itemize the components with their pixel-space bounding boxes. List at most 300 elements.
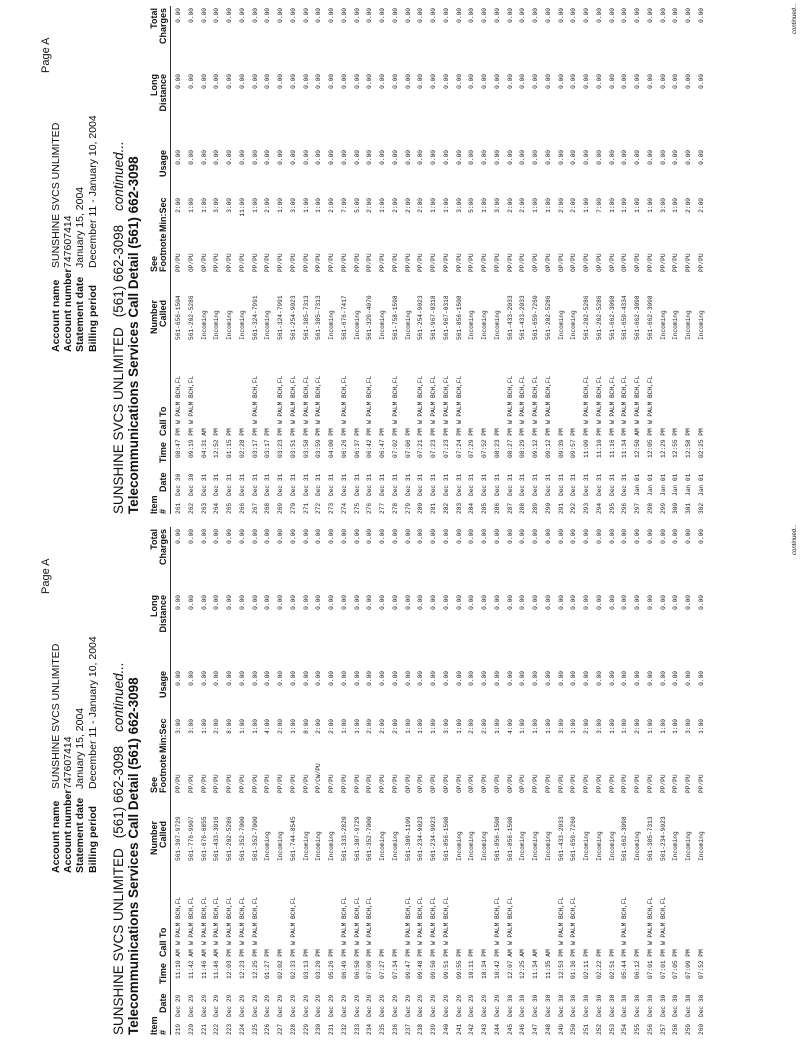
number-called: 561-776-9907 bbox=[187, 816, 195, 861]
total-charges: 0.00 bbox=[595, 8, 603, 23]
number-called: 561-662-3098 bbox=[608, 295, 616, 340]
item-number: 289 bbox=[532, 502, 539, 514]
number-called: Incoming bbox=[685, 310, 692, 340]
call-date: Jan 01 bbox=[672, 473, 680, 496]
total-charges: 0.00 bbox=[251, 529, 259, 544]
long-distance: 0.00 bbox=[430, 595, 437, 610]
total-charges: 0.00 bbox=[213, 529, 221, 544]
long-distance: 0.00 bbox=[366, 595, 374, 610]
long-distance: 0.00 bbox=[353, 74, 361, 89]
item-number: 249 bbox=[557, 1023, 565, 1035]
call-to: W PALM BCH,FL bbox=[583, 375, 590, 424]
table-row bbox=[403, 527, 416, 1035]
usage: 0.00 bbox=[544, 671, 552, 686]
call-table-left bbox=[173, 527, 709, 1035]
footnote: OP/PU bbox=[200, 253, 208, 272]
account-name: SUNSHINE SVCS UNLIMITED bbox=[50, 643, 62, 789]
footnote: PP/PU bbox=[557, 774, 565, 793]
account-number: 747607414 bbox=[62, 736, 75, 789]
total-charges: 0.00 bbox=[238, 529, 246, 544]
item-number: 285 bbox=[481, 502, 488, 514]
footnote: PP/PU bbox=[391, 774, 399, 793]
item-number: 273 bbox=[328, 502, 335, 514]
footnote: PP/PU bbox=[621, 774, 629, 793]
total-charges: 0.00 bbox=[417, 8, 425, 23]
min-sec: 1:00 bbox=[417, 719, 425, 734]
footnote: PP/PU bbox=[391, 253, 399, 272]
usage: 0.00 bbox=[328, 150, 335, 165]
footnote: PP/PU bbox=[659, 253, 667, 272]
total-charges: 0.00 bbox=[264, 8, 272, 23]
total-charges: 0.00 bbox=[621, 529, 629, 544]
usage: 0.00 bbox=[175, 671, 182, 686]
min-sec: 1:00 bbox=[646, 198, 654, 213]
call-to: W PALM BCH,FL bbox=[340, 896, 348, 945]
usage: 0.00 bbox=[315, 150, 323, 165]
table-row bbox=[696, 527, 709, 1035]
long-distance: 0.00 bbox=[379, 595, 386, 610]
total-charges: 0.00 bbox=[672, 8, 680, 23]
footnote: PP/PU bbox=[646, 774, 654, 793]
footnote: PP/PU bbox=[519, 253, 527, 272]
table-row bbox=[505, 6, 518, 514]
total-charges: 0.00 bbox=[634, 529, 641, 544]
total-charges: 0.00 bbox=[238, 8, 246, 23]
call-date: Dec 29 bbox=[379, 994, 386, 1017]
table-row bbox=[352, 527, 365, 1035]
item-number: 286 bbox=[493, 502, 501, 514]
min-sec: 1:00 bbox=[430, 719, 437, 734]
footnote: PP/PU bbox=[277, 253, 284, 272]
item-number: 288 bbox=[519, 502, 527, 514]
usage: 0.00 bbox=[570, 671, 578, 686]
usage: 0.00 bbox=[557, 671, 565, 686]
number-called: Incoming bbox=[685, 831, 692, 861]
item-number: 297 bbox=[634, 502, 641, 514]
call-to: W PALM BCH,FL bbox=[200, 896, 208, 945]
item-number: 226 bbox=[264, 1023, 272, 1035]
footnote: OP/PU bbox=[455, 774, 463, 793]
table-row bbox=[658, 527, 671, 1035]
total-charges: 0.00 bbox=[455, 8, 463, 23]
footnote: OP/PU bbox=[442, 774, 450, 793]
col-number-called: Number Called bbox=[149, 821, 168, 856]
usage: 0.00 bbox=[289, 671, 297, 686]
call-to: W PALM BCH,FL bbox=[366, 375, 374, 424]
call-time: 08:27 PM bbox=[506, 428, 514, 458]
total-charges: 0.00 bbox=[544, 529, 552, 544]
call-date: Jan 01 bbox=[685, 473, 692, 496]
min-sec: 4:00 bbox=[264, 719, 272, 734]
item-number: 234 bbox=[366, 1023, 374, 1035]
table-row bbox=[237, 6, 250, 514]
item-number: 225 bbox=[251, 1023, 259, 1035]
footnote: PP/PU bbox=[570, 774, 578, 793]
footnote: PP/PU bbox=[379, 774, 386, 793]
usage: 0.00 bbox=[455, 150, 463, 165]
call-to: W PALM BCH,FL bbox=[213, 896, 221, 945]
usage: 0.00 bbox=[608, 150, 616, 165]
call-to: W PALM BCH,FL bbox=[340, 375, 348, 424]
item-number: 276 bbox=[366, 502, 374, 514]
continued-label: continued... bbox=[111, 141, 126, 211]
long-distance: 0.00 bbox=[187, 74, 195, 89]
call-to: W PALM BCH,FL bbox=[570, 896, 578, 945]
call-time: 06:50 PM bbox=[353, 949, 361, 979]
min-sec: 1:00 bbox=[404, 719, 412, 734]
total-charges: 0.00 bbox=[455, 529, 463, 544]
total-charges: 0.00 bbox=[264, 529, 272, 544]
statement-page-right bbox=[0, 1, 809, 522]
call-date: Dec 31 bbox=[468, 473, 476, 496]
usage: 0.00 bbox=[468, 671, 476, 686]
call-to: W PALM BCH,FL bbox=[455, 375, 463, 424]
table-row bbox=[568, 6, 581, 514]
table-row bbox=[632, 527, 645, 1035]
number-called: Incoming bbox=[264, 831, 272, 861]
usage: 0.00 bbox=[608, 671, 616, 686]
long-distance: 0.00 bbox=[315, 74, 323, 89]
footnote: PP/PU bbox=[302, 774, 310, 793]
long-distance: 0.00 bbox=[340, 595, 348, 610]
section-title: Telecommunications Services Call Detail (561) 662-3098 bbox=[126, 677, 141, 1035]
table-row bbox=[492, 6, 505, 514]
number-called: 561-856-1508 bbox=[493, 816, 501, 861]
call-to: W PALM BCH,FL bbox=[277, 375, 284, 424]
total-charges: 0.00 bbox=[570, 529, 578, 544]
item-number: 271 bbox=[302, 502, 310, 514]
min-sec: 2:00 bbox=[468, 719, 476, 734]
long-distance: 0.00 bbox=[175, 595, 182, 610]
usage: 0.00 bbox=[404, 671, 412, 686]
long-distance: 0.00 bbox=[672, 595, 680, 610]
total-charges: 0.00 bbox=[583, 529, 590, 544]
usage: 0.00 bbox=[659, 671, 667, 686]
call-date: Dec 29 bbox=[289, 994, 297, 1017]
long-distance: 0.00 bbox=[213, 74, 221, 89]
total-charges: 0.00 bbox=[697, 8, 705, 23]
long-distance: 0.00 bbox=[264, 74, 272, 89]
call-time: 03:59 PM bbox=[315, 428, 323, 458]
long-distance: 0.00 bbox=[519, 595, 527, 610]
call-date: Dec 30 bbox=[175, 473, 182, 496]
total-charges: 0.00 bbox=[697, 529, 705, 544]
usage: 0.00 bbox=[251, 150, 259, 165]
total-charges: 0.00 bbox=[659, 529, 667, 544]
call-time: 09:19 PM bbox=[187, 428, 195, 458]
long-distance: 0.00 bbox=[187, 595, 195, 610]
call-time: 12:03 PM bbox=[226, 949, 233, 979]
call-time: 09:57 PM bbox=[570, 428, 578, 458]
footnote: PP/PU bbox=[226, 253, 233, 272]
call-to: W PALM BCH,FL bbox=[595, 375, 603, 424]
call-date: Dec 31 bbox=[277, 473, 284, 496]
usage: 0.00 bbox=[213, 671, 221, 686]
call-time: 03:17 PM bbox=[264, 428, 272, 458]
long-distance: 0.00 bbox=[340, 74, 348, 89]
usage: 0.00 bbox=[544, 150, 552, 165]
statement-page-left bbox=[0, 522, 809, 1043]
usage: 0.00 bbox=[672, 150, 680, 165]
footnote: OP/PU bbox=[187, 253, 195, 272]
number-called: 561-352-7000 bbox=[366, 816, 374, 861]
call-to: W PALM BCH,FL bbox=[175, 896, 182, 945]
min-sec: 1:00 bbox=[238, 719, 246, 734]
long-distance: 0.00 bbox=[226, 74, 233, 89]
long-distance: 0.00 bbox=[506, 595, 514, 610]
call-date: Dec 31 bbox=[481, 473, 488, 496]
call-date: Dec 29 bbox=[238, 994, 246, 1017]
usage: 0.00 bbox=[315, 671, 323, 686]
table-row bbox=[670, 527, 683, 1035]
usage: 0.00 bbox=[430, 671, 437, 686]
item-number: 252 bbox=[595, 1023, 603, 1035]
call-time: 11:09 PM bbox=[583, 428, 590, 458]
call-date: Dec 31 bbox=[226, 473, 233, 496]
min-sec: 1:00 bbox=[697, 719, 705, 734]
total-charges: 0.00 bbox=[481, 529, 488, 544]
call-time: 02:22 PM bbox=[595, 949, 603, 979]
total-charges: 0.00 bbox=[595, 529, 603, 544]
call-to: W PALM BCH,FL bbox=[646, 896, 654, 945]
table-row bbox=[619, 6, 632, 514]
long-distance: 0.00 bbox=[404, 74, 412, 89]
item-number: 272 bbox=[315, 502, 323, 514]
call-to: W PALM BCH,FL bbox=[315, 375, 323, 424]
call-to: W PALM BCH,FL bbox=[621, 375, 629, 424]
footnote: PP/PU bbox=[328, 253, 335, 272]
total-charges: 0.00 bbox=[213, 8, 221, 23]
call-time: 06:26 PM bbox=[340, 428, 348, 458]
call-time: 06:47 PM bbox=[379, 428, 386, 458]
long-distance: 0.00 bbox=[672, 74, 680, 89]
number-called: Incoming bbox=[608, 831, 616, 861]
call-date: Dec 31 bbox=[366, 473, 374, 496]
number-called: Incoming bbox=[277, 831, 284, 861]
total-charges: 0.00 bbox=[175, 8, 182, 23]
call-to: W PALM BCH,FL bbox=[404, 896, 412, 945]
number-called: 561-659-7260 bbox=[532, 295, 539, 340]
call-time: 12:23 PM bbox=[238, 949, 246, 979]
item-number: 257 bbox=[659, 1023, 667, 1035]
usage: 0.00 bbox=[672, 671, 680, 686]
footnote: PP/PU bbox=[251, 774, 259, 793]
call-time: 02:25 PM bbox=[697, 428, 705, 458]
call-date: Dec 29 bbox=[493, 994, 501, 1017]
call-to: W PALM BCH,FL bbox=[238, 896, 246, 945]
total-charges: 0.00 bbox=[685, 8, 692, 23]
number-called: 561-202-5286 bbox=[595, 295, 603, 340]
table-row bbox=[390, 527, 403, 1035]
number-called: Incoming bbox=[697, 310, 705, 340]
item-number: 275 bbox=[353, 502, 361, 514]
item-number: 295 bbox=[608, 502, 616, 514]
billing-period-label: Billing period bbox=[86, 284, 99, 352]
min-sec: 1:00 bbox=[608, 719, 616, 734]
call-time: 03:17 PM bbox=[251, 428, 259, 458]
min-sec: 1:00 bbox=[455, 719, 463, 734]
table-row bbox=[581, 527, 594, 1035]
call-to: W PALM BCH,FL bbox=[417, 896, 425, 945]
call-time: 07:52 PM bbox=[481, 428, 488, 458]
footnote: OP/PU bbox=[417, 774, 425, 793]
usage: 0.00 bbox=[697, 150, 705, 165]
min-sec: 2:00 bbox=[366, 198, 374, 213]
table-row bbox=[262, 527, 275, 1035]
account-name: SUNSHINE SVCS UNLIMITED bbox=[50, 122, 62, 268]
item-number: 254 bbox=[621, 1023, 629, 1035]
long-distance: 0.00 bbox=[213, 595, 221, 610]
table-row bbox=[237, 527, 250, 1035]
call-time: 07:23 PM bbox=[442, 428, 450, 458]
total-charges: 0.00 bbox=[442, 8, 450, 23]
call-time: 02:02 PM bbox=[277, 949, 284, 979]
table-row bbox=[288, 527, 301, 1035]
number-called: 561-202-5286 bbox=[583, 295, 590, 340]
total-charges: 0.00 bbox=[519, 8, 527, 23]
footnote: PP/PU bbox=[238, 253, 246, 272]
usage: 0.00 bbox=[519, 150, 527, 165]
item-number: 302 bbox=[697, 502, 705, 514]
table-row bbox=[594, 6, 607, 514]
call-to: W PALM BCH,FL bbox=[659, 896, 667, 945]
col-long-distance: Long Distance bbox=[149, 595, 168, 633]
call-to: W PALM BCH,FL bbox=[187, 375, 195, 424]
item-number: 267 bbox=[251, 502, 259, 514]
company-line bbox=[111, 141, 126, 514]
min-sec: 1:00 bbox=[570, 719, 578, 734]
table-row bbox=[543, 6, 556, 514]
col-footnote: See Footnote bbox=[149, 754, 168, 793]
call-time: 09:55 PM bbox=[455, 949, 463, 979]
min-sec: 3:00 bbox=[289, 198, 297, 213]
statement-date: January 15, 2004 bbox=[74, 186, 87, 268]
min-sec: 1:00 bbox=[251, 198, 259, 213]
item-number: 296 bbox=[621, 502, 629, 514]
long-distance: 0.00 bbox=[417, 74, 425, 89]
long-distance: 0.00 bbox=[264, 595, 272, 610]
footnote: OP/PU bbox=[595, 253, 603, 272]
long-distance: 0.00 bbox=[583, 74, 590, 89]
usage: 0.00 bbox=[481, 150, 488, 165]
total-charges: 0.00 bbox=[302, 8, 310, 23]
footer-continued: continued... bbox=[792, 2, 798, 34]
total-charges: 0.00 bbox=[506, 529, 514, 544]
item-number: 260 bbox=[697, 1023, 705, 1035]
long-distance: 0.00 bbox=[519, 74, 527, 89]
call-date: Dec 31 bbox=[430, 473, 437, 496]
usage: 0.00 bbox=[646, 671, 654, 686]
table-row bbox=[607, 527, 620, 1035]
total-charges: 0.00 bbox=[570, 8, 578, 23]
usage: 0.00 bbox=[302, 150, 310, 165]
number-called: Incoming bbox=[634, 831, 641, 861]
call-time: 07:09 PM bbox=[366, 949, 374, 979]
usage: 0.00 bbox=[226, 150, 233, 165]
number-called: 561-309-1109 bbox=[404, 816, 412, 861]
number-called: Incoming bbox=[544, 831, 552, 861]
min-sec: 1:00 bbox=[302, 198, 310, 213]
min-sec: 2:00 bbox=[697, 198, 705, 213]
usage: 0.00 bbox=[379, 671, 386, 686]
call-to: W PALM BCH,FL bbox=[289, 375, 297, 424]
call-date: Dec 31 bbox=[417, 473, 425, 496]
call-date: Dec 29 bbox=[455, 994, 463, 1017]
item-number: 293 bbox=[583, 502, 590, 514]
call-date: Dec 30 bbox=[583, 994, 590, 1017]
call-to: W PALM BCH,FL bbox=[289, 896, 297, 945]
number-called: Incoming bbox=[226, 310, 233, 340]
call-date: Dec 31 bbox=[493, 473, 501, 496]
usage: 0.00 bbox=[302, 671, 310, 686]
call-to: W PALM BCH,FL bbox=[493, 896, 501, 945]
call-date: Dec 30 bbox=[608, 994, 616, 1017]
long-distance: 0.00 bbox=[493, 74, 501, 89]
min-sec: 2:00 bbox=[175, 198, 182, 213]
call-time: 01:15 PM bbox=[226, 428, 233, 458]
call-time: 11:10 PM bbox=[595, 428, 603, 458]
min-sec: 1:00 bbox=[659, 719, 667, 734]
table-row bbox=[543, 527, 556, 1035]
min-sec: 1:00 bbox=[493, 719, 501, 734]
table-row bbox=[696, 6, 709, 514]
min-sec: 3:00 bbox=[557, 719, 565, 734]
number-called: Incoming bbox=[328, 831, 335, 861]
footnote: OP/PU bbox=[544, 253, 552, 272]
call-date: Dec 31 bbox=[238, 473, 246, 496]
min-sec: 1:00 bbox=[187, 198, 195, 213]
usage: 0.00 bbox=[532, 150, 539, 165]
long-distance: 0.00 bbox=[302, 74, 310, 89]
section-title: Telecommunications Services Call Detail (561) 662-3098 bbox=[126, 156, 141, 514]
long-distance: 0.00 bbox=[442, 74, 450, 89]
call-date: Dec 31 bbox=[583, 473, 590, 496]
usage: 0.00 bbox=[519, 671, 527, 686]
item-number: 221 bbox=[200, 1023, 208, 1035]
number-called: 561-234-9023 bbox=[659, 816, 667, 861]
table-row bbox=[454, 527, 467, 1035]
usage: 0.00 bbox=[289, 150, 297, 165]
number-called: 561-433-2033 bbox=[557, 816, 565, 861]
usage: 0.00 bbox=[391, 150, 399, 165]
usage: 0.00 bbox=[417, 671, 425, 686]
table-row bbox=[199, 6, 212, 514]
item-number: 239 bbox=[430, 1023, 437, 1035]
number-called: 561-254-9023 bbox=[417, 295, 425, 340]
total-charges: 0.00 bbox=[289, 8, 297, 23]
usage: 0.00 bbox=[532, 671, 539, 686]
table-row bbox=[326, 527, 339, 1035]
footnote: PP/PU bbox=[200, 774, 208, 793]
min-sec: 1:00 bbox=[430, 198, 437, 213]
number-called: 561-856-1508 bbox=[442, 816, 450, 861]
col-date: Date bbox=[158, 993, 168, 1013]
call-time: 03:51 PM bbox=[289, 428, 297, 458]
min-sec: 1:00 bbox=[340, 719, 348, 734]
footnote: PP/PU bbox=[404, 253, 412, 272]
call-time: 09:47 PM bbox=[404, 949, 412, 979]
long-distance: 0.00 bbox=[634, 74, 641, 89]
call-date: Dec 31 bbox=[353, 473, 361, 496]
long-distance: 0.00 bbox=[277, 74, 284, 89]
item-number: 281 bbox=[430, 502, 437, 514]
table-row bbox=[632, 6, 645, 514]
footnote: PP/PU bbox=[455, 253, 463, 272]
table-row bbox=[224, 6, 237, 514]
call-to: W PALM BCH,FL bbox=[506, 896, 514, 945]
table-row bbox=[658, 6, 671, 514]
usage: 0.00 bbox=[353, 150, 361, 165]
